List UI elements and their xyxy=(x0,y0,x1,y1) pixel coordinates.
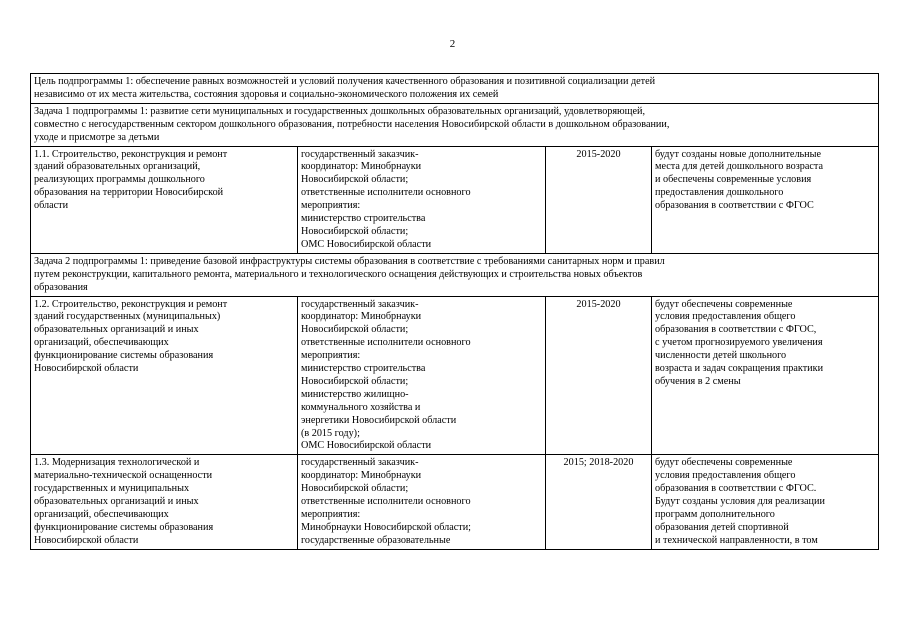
result-line: численности детей школьного xyxy=(655,350,787,362)
executor-line: государственный заказчик- xyxy=(301,457,419,469)
period-cell: 2015; 2018-2020 xyxy=(546,455,652,549)
executor-line: координатор: Минобрнауки xyxy=(301,470,422,482)
result-line: будут созданы новые дополнительные xyxy=(655,148,821,160)
executor-line: государственный заказчик- xyxy=(301,148,419,160)
executor-line: энергетики Новосибирской области xyxy=(301,414,457,426)
activity-row-1-3 xyxy=(31,455,879,549)
goal-row xyxy=(31,74,879,104)
activity-line: образования на территории Новосибирской xyxy=(34,187,224,199)
executor-line: министерство жилищно- xyxy=(301,388,409,400)
executor-line: министерство строительства xyxy=(301,363,426,375)
executor-line: мероприятия: xyxy=(301,350,361,362)
goal-cell xyxy=(31,74,879,104)
result-line: условия предоставления общего xyxy=(655,311,796,323)
result-line: возраста и задач сокращения практики xyxy=(655,363,824,375)
result-line: образования детей спортивной xyxy=(655,521,789,533)
activity-line: функционирование системы образования xyxy=(34,350,214,362)
executor-line: (в 2015 году); xyxy=(301,427,360,439)
executor-cell xyxy=(298,146,546,253)
result-line: предоставления дошкольного xyxy=(655,187,784,199)
activity-line: зданий государственных (муниципальных) xyxy=(34,311,221,323)
result-cell xyxy=(652,146,879,253)
executor-line: коммунального хозяйства и xyxy=(301,401,421,413)
activity-line: организаций, обеспечивающих xyxy=(34,509,169,520)
activity-line: образовательных организаций и иных xyxy=(34,324,199,336)
executor-line: координатор: Минобрнауки xyxy=(301,311,422,323)
task1-cell xyxy=(31,103,879,146)
executor-line: государственный заказчик- xyxy=(301,298,419,310)
result-line: с учетом прогнозируемого увеличения xyxy=(655,337,823,349)
activity-cell xyxy=(31,455,298,549)
executor-line: Минобрнауки Новосибирской области; xyxy=(301,521,472,533)
executor-line: ОМС Новосибирской области xyxy=(301,238,432,250)
task2-line: Задача 2 подпрограммы 1: приведение базовой инфраструктуры системы образования в соответствие с требованиями санитарных норм и правил xyxy=(34,255,665,267)
period-cell: 2015-2020 xyxy=(546,146,652,253)
task1-line: Задача 1 подпрограммы 1: развитие сети муниципальных и государственных дошкольных образовательных организаций, удовлетворяющей, xyxy=(34,105,646,117)
result-line: обучения в 2 смены xyxy=(655,375,741,387)
activity-row-1-2 xyxy=(31,296,879,455)
activity-line: Новосибирской области xyxy=(34,363,139,375)
activity-cell xyxy=(31,296,298,455)
activity-line: 1.3. Модернизация технологической и xyxy=(34,457,200,469)
activity-line: материально-технической оснащенности xyxy=(34,470,213,482)
task1-row xyxy=(31,103,879,146)
activity-row-1-1 xyxy=(31,146,879,253)
result-line: образования в соответствии с ФГОС. xyxy=(655,483,817,495)
executor-line: Новосибирской области; xyxy=(301,174,409,186)
goal-line: Цель подпрограммы 1: обеспечение равных возможностей и условий получения качественного образования и позитивной социализации детей xyxy=(34,76,656,87)
activity-line: реализующих программы дошкольного xyxy=(34,174,205,186)
executor-line: Новосибирской области; xyxy=(301,483,409,495)
task1-line: уходе и присмотре за детьми xyxy=(34,131,160,143)
executor-line: мероприятия: xyxy=(301,509,361,520)
executor-cell xyxy=(298,455,546,549)
executor-line: координатор: Минобрнауки xyxy=(301,161,422,173)
activity-line: Новосибирской области xyxy=(34,534,139,546)
result-line: и обеспечены современные условия xyxy=(655,174,812,186)
task2-row xyxy=(31,253,879,296)
executor-cell xyxy=(298,296,546,455)
executor-line: ответственные исполнители основного xyxy=(301,496,471,508)
result-line: образования в соответствии с ФГОС xyxy=(655,200,814,212)
result-line: будут обеспечены современные xyxy=(655,457,793,469)
activity-line: области xyxy=(34,200,69,212)
executor-line: Новосибирской области; xyxy=(301,375,409,387)
task1-line: совместно с негосударственным сектором дошкольного образования, потребности населения Новосибирской области в дошкольном образовании, xyxy=(34,118,670,130)
activity-line: 1.2. Строительство, реконструкция и ремонт xyxy=(34,298,228,310)
result-line: места для детей дошкольного возраста xyxy=(655,161,824,173)
executor-line: ОМС Новосибирской области xyxy=(301,440,432,452)
result-line: образования в соответствии с ФГОС, xyxy=(655,324,817,336)
activity-line: организаций, обеспечивающих xyxy=(34,337,169,349)
activity-line: государственных и муниципальных xyxy=(34,483,190,495)
executor-line: мероприятия: xyxy=(301,200,361,212)
executor-line: ответственные исполнители основного xyxy=(301,187,471,199)
page-number: 2 xyxy=(449,38,456,50)
result-line: Будут созданы условия для реализации xyxy=(655,496,825,508)
result-line: условия предоставления общего xyxy=(655,470,796,482)
activity-cell xyxy=(31,146,298,253)
program-table xyxy=(30,73,879,550)
activity-line: зданий образовательных организаций, xyxy=(34,161,201,173)
result-cell xyxy=(652,455,879,549)
executor-line: Новосибирской области; xyxy=(301,324,409,336)
executor-line: Новосибирской области; xyxy=(301,225,409,237)
result-cell xyxy=(652,296,879,455)
executor-line: министерство строительства xyxy=(301,213,426,225)
period-cell: 2015-2020 xyxy=(546,296,652,455)
activity-line: функционирование системы образования xyxy=(34,521,214,533)
activity-line: образовательных организаций и иных xyxy=(34,496,199,508)
goal-line: независимо от их места жительства, состояния здоровья и социально-экономического положения их семей xyxy=(34,88,499,100)
result-line: будут обеспечены современные xyxy=(655,298,793,310)
task2-line: образования xyxy=(34,281,88,293)
executor-line: ответственные исполнители основного xyxy=(301,337,471,349)
result-line: программ дополнительного xyxy=(655,509,775,520)
executor-line: государственные образовательные xyxy=(301,534,451,546)
task2-line: путем реконструкции, капитального ремонта, материального и технологического оснащения действующих и строительства новых объектов xyxy=(34,268,643,280)
result-line: и технической направленности, в том xyxy=(655,534,818,546)
activity-line: 1.1. Строительство, реконструкция и ремонт xyxy=(34,148,228,160)
task2-cell xyxy=(31,253,879,296)
